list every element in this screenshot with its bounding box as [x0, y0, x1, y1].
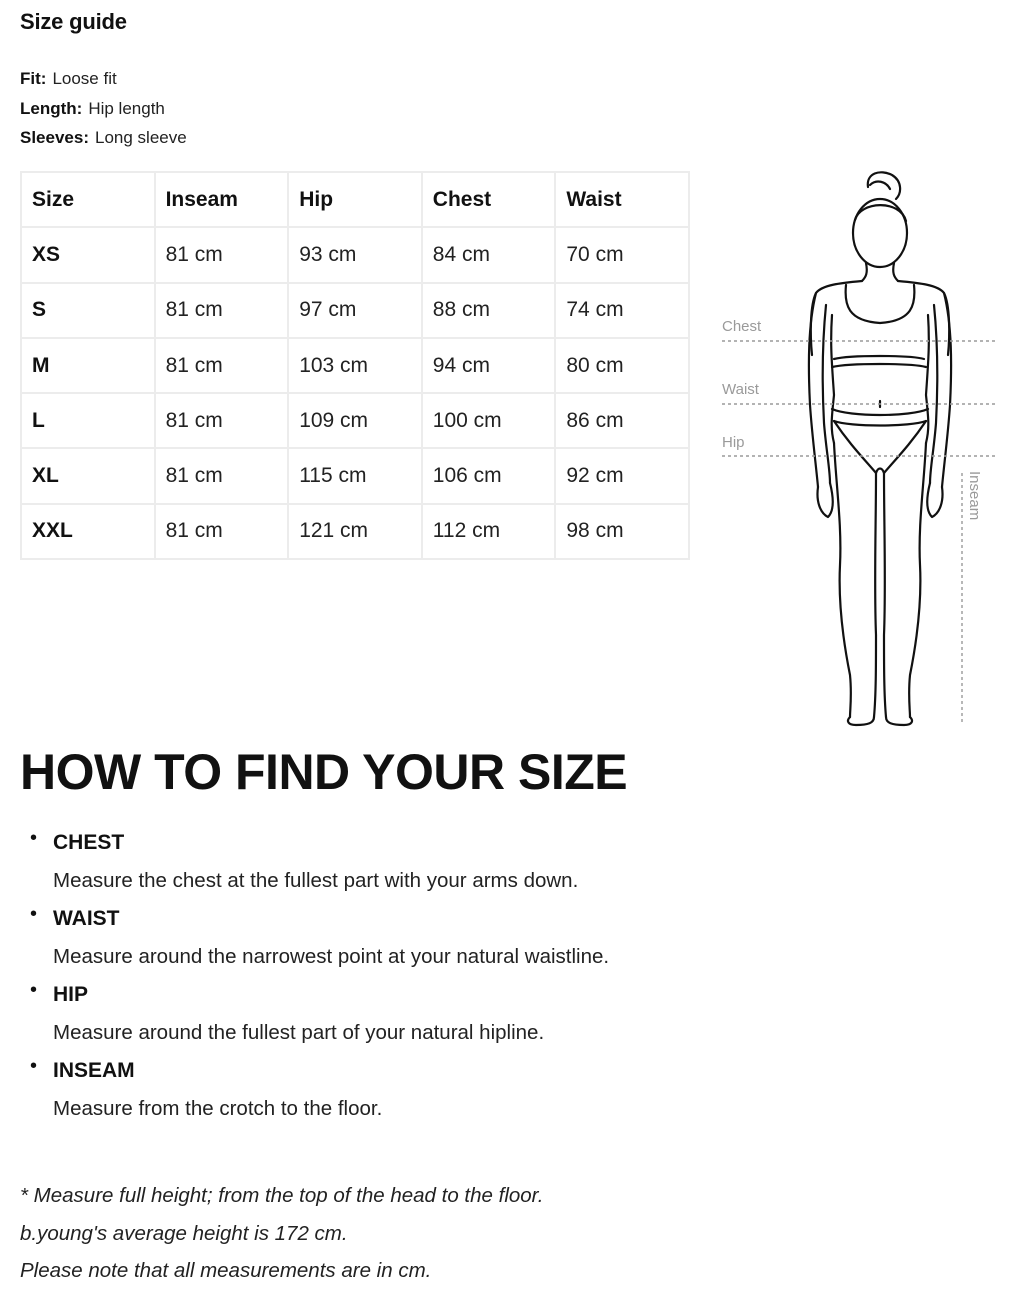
- size-cell: L: [21, 393, 155, 448]
- table-cell: 94 cm: [422, 338, 556, 393]
- spec-value: Long sleeve: [95, 128, 187, 147]
- table-row: [21, 504, 689, 559]
- table-row: [21, 393, 689, 448]
- guide-description: Measure around the fullest part of your natural hipline.: [53, 1021, 545, 1044]
- table-cell: 81 cm: [155, 338, 289, 393]
- column-header: Inseam: [155, 172, 289, 227]
- table-cell: 81 cm: [155, 393, 289, 448]
- table-cell: 81 cm: [155, 448, 289, 503]
- spec-value: Loose fit: [52, 69, 117, 88]
- table-cell: 98 cm: [555, 504, 689, 559]
- footnote: * Measure full height; from the top of the head to the floor.: [20, 1184, 544, 1207]
- footnotes: [20, 1177, 543, 1290]
- size-cell: S: [21, 283, 155, 338]
- bullet-icon: •: [30, 979, 38, 1001]
- waist-label: Waist: [722, 381, 759, 398]
- spec-label: Length:: [20, 98, 83, 118]
- product-specs: [20, 64, 187, 153]
- table-header-row: [21, 172, 689, 227]
- table-cell: 115 cm: [288, 448, 422, 503]
- table-cell: 97 cm: [288, 283, 422, 338]
- size-table: [20, 171, 690, 560]
- table-cell: 70 cm: [555, 227, 689, 282]
- guide-description: Measure the chest at the fullest part with your arms down.: [53, 869, 579, 892]
- list-item: [20, 976, 920, 1052]
- column-header: Chest: [422, 172, 556, 227]
- page-title: Size guide: [20, 9, 127, 34]
- size-cell: XS: [21, 227, 155, 282]
- footnote: b.young's average height is 172 cm.: [20, 1221, 348, 1245]
- column-header: Size: [21, 172, 155, 227]
- guide-term: CHEST: [53, 831, 125, 854]
- list-item: [20, 824, 920, 900]
- table-row: [21, 338, 689, 393]
- spec-value: Hip length: [88, 98, 165, 118]
- spec-sleeves: [20, 123, 187, 153]
- body-outline-illustration: [700, 165, 1010, 730]
- table-cell: 106 cm: [422, 448, 556, 503]
- how-to-heading: HOW TO FIND YOUR SIZE: [20, 744, 628, 800]
- spec-length: [20, 94, 187, 124]
- table-cell: 81 cm: [155, 504, 289, 559]
- footnote: Please note that all measurements are in cm.: [20, 1259, 432, 1282]
- table-cell: 80 cm: [555, 338, 689, 393]
- size-cell: XXL: [21, 504, 155, 559]
- table-cell: 100 cm: [422, 393, 556, 448]
- spec-label: Sleeves:: [20, 128, 89, 147]
- guide-description: Measure around the narrowest point at your natural waistline.: [53, 945, 610, 968]
- bullet-icon: •: [30, 827, 38, 849]
- hip-label: Hip: [722, 434, 745, 451]
- chest-label: Chest: [722, 318, 762, 335]
- list-item: [20, 900, 920, 976]
- table-cell: 93 cm: [288, 227, 422, 282]
- table-cell: 121 cm: [288, 504, 422, 559]
- table-row: [21, 448, 689, 503]
- size-cell: XL: [21, 448, 155, 503]
- table-cell: 84 cm: [422, 227, 556, 282]
- inseam-label: Inseam: [966, 471, 983, 521]
- guide-term: HIP: [53, 983, 89, 1006]
- table-cell: 109 cm: [288, 393, 422, 448]
- table-cell: 81 cm: [155, 283, 289, 338]
- table-cell: 92 cm: [555, 448, 689, 503]
- column-header: Hip: [288, 172, 422, 227]
- spec-label: Fit:: [20, 69, 47, 88]
- list-item: [20, 1052, 920, 1128]
- body-measurement-figure: [700, 165, 1010, 730]
- body-outline-icon: [809, 172, 951, 725]
- table-cell: 88 cm: [422, 283, 556, 338]
- bullet-icon: •: [30, 1055, 38, 1077]
- table-cell: 112 cm: [422, 504, 556, 559]
- measurement-guides: [722, 341, 996, 725]
- table-row: [21, 227, 689, 282]
- table-cell: 86 cm: [555, 393, 689, 448]
- guide-term: WAIST: [53, 907, 120, 930]
- measurement-guide-list: [20, 827, 920, 1137]
- guide-description: Measure from the crotch to the floor.: [53, 1097, 383, 1120]
- table-cell: 74 cm: [555, 283, 689, 338]
- table-cell: 81 cm: [155, 227, 289, 282]
- column-header: Waist: [555, 172, 689, 227]
- table-row: [21, 283, 689, 338]
- guide-term: INSEAM: [53, 1059, 135, 1082]
- bullet-icon: •: [30, 903, 38, 925]
- spec-fit: [20, 64, 187, 94]
- size-cell: M: [21, 338, 155, 393]
- table-cell: 103 cm: [288, 338, 422, 393]
